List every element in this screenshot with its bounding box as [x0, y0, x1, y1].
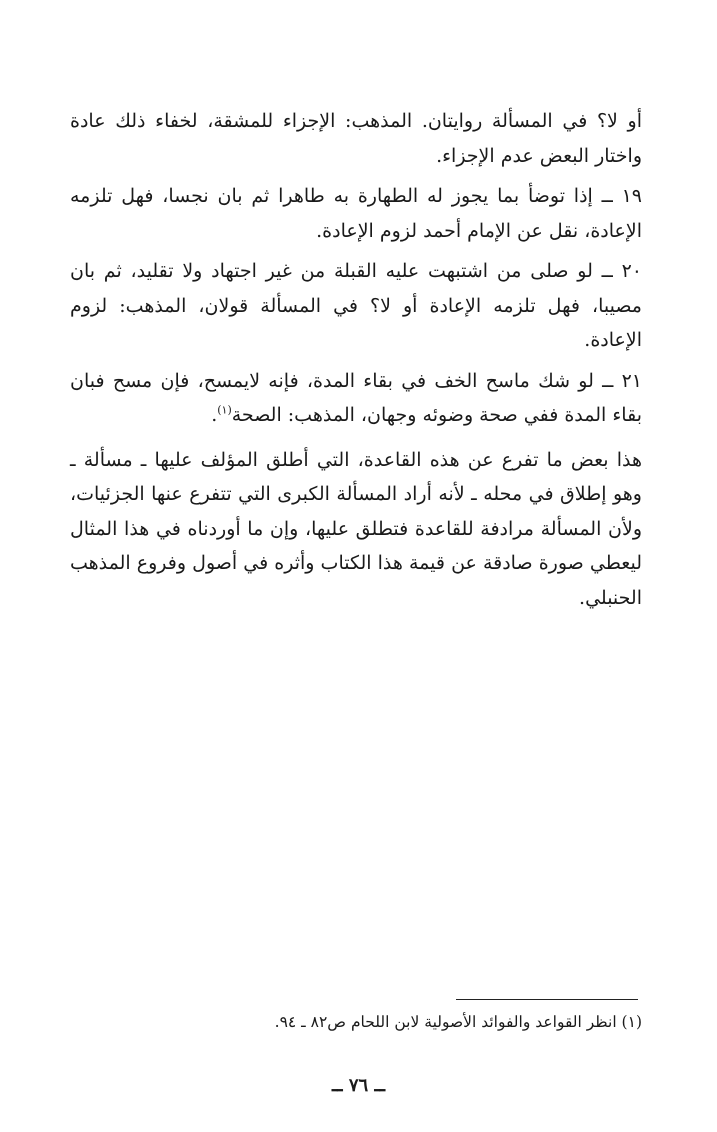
paragraph-conclusion: هذا بعض ما تفرع عن هذه القاعدة، التي أطلق المؤلف عليها ـ مسألة ـ وهو إطلاق في محله ـ لأنه أراد المسألة الكبرى التي تتفرع عنها الجزئيات، ولأن المسألة مرادفة للقاعدة فتطلق عليها، وإن ما أوردناه في هذا المثال ليعطي صورة صادقة عن قيمة هذا الكتاب وأثره في أصول وفروع المذهب الحنبلي. — [70, 448, 642, 609]
paragraph-item-20: ٢٠ ــ لو صلى من اشتبهت عليه القبلة من غير اجتهاد ولا تقليد، ثم بان مصيبا، فهل تلزمه الإعادة أو لا؟ في المسألة قولان، المذهب: لزوم الإعادة. — [70, 260, 642, 351]
footnote: (١) انظر القواعد والفوائد الأصولية لابن اللحام ص٨٢ ـ ٩٤. — [274, 1013, 642, 1031]
paragraph-continuation: أو لا؟ في المسألة روايتان. المذهب: الإجزاء للمشقة، لخفاء ذلك عادة واختار البعض عدم الإجزاء. — [70, 110, 642, 167]
main-text — [70, 104, 642, 621]
page-number: ــ ٧٦ ــ — [332, 1075, 385, 1096]
paragraph-item-21-text: ٢١ ــ لو شك ماسح الخف في بقاء المدة، فإنه لايمسح، فإن مسح فبان بقاء المدة ففي صحة وضوئه وجهان، المذهب: الصحة — [70, 369, 642, 426]
paragraph-item-19: ١٩ ــ إذا توضأ بما يجوز له الطهارة به طاهرا ثم بان نجسا، فهل تلزمه الإعادة، نقل عن الإمام أحمد لزوم الإعادة. — [70, 185, 642, 242]
paragraph-item-21 — [70, 364, 642, 433]
footnote-divider — [456, 999, 638, 1000]
footnote-reference: (١) — [217, 403, 232, 417]
paragraph-item-21-end: . — [211, 404, 218, 426]
